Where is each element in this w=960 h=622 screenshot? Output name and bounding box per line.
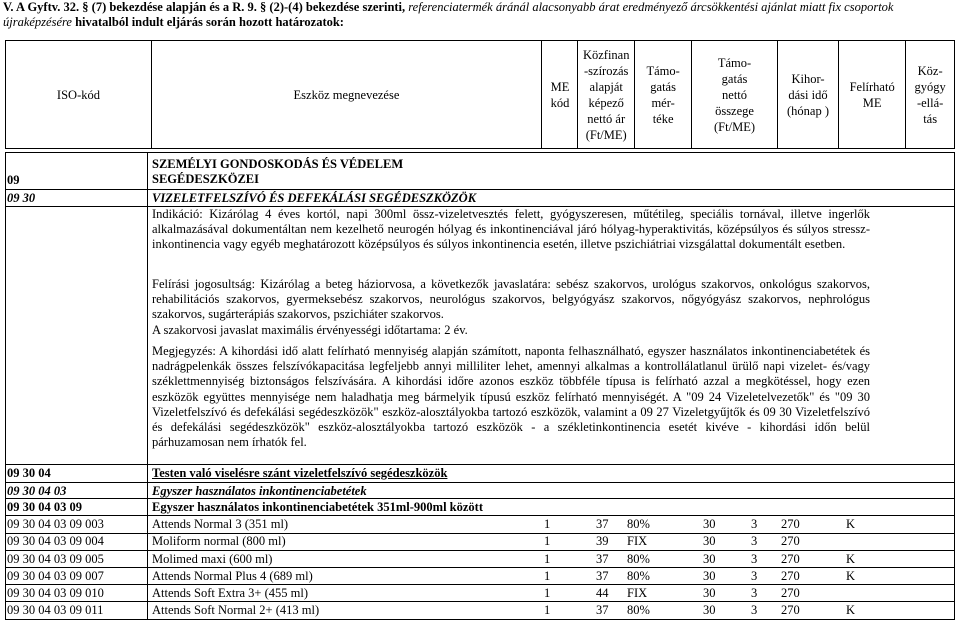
heading-part-2: referenciatermék áránál alacsonyabb árat eredményező árcsökkentési ajánlat miatt fix csoportok	[405, 0, 894, 14]
item-code: 09 30 04 03 09 003	[7, 517, 104, 531]
item-price: 37	[596, 517, 609, 531]
item-period: 3	[751, 586, 758, 600]
divider-line	[5, 515, 955, 516]
item-period: 3	[751, 517, 758, 531]
prescription-text: Felírási jogosultság: Kizárólag a beteg háziorvosa, a következők javaslatára: sebész szakorvos, urológus szakorvos, onkológus szakorvos, rehabilitációs szakorvos, gyermeksebész szakorvos, neurológus szakorvos, belgyógyász szakorvos, nőgyógyász szakorvos, nephrológus szakorvos, sugárterápiás szakorvos, pszichiáter szakorvos.	[152, 277, 870, 322]
validity-text: A szakorvosi javaslat maximális érvényességi időtartama: 2 év.	[152, 323, 468, 337]
item-price: 37	[596, 603, 609, 617]
group-title-line-2: SEGÉDESZKÖZEI	[152, 172, 259, 186]
group-title-line-1: SZEMÉLYI GONDOSKODÁS ÉS VÉDELEM	[152, 157, 404, 171]
col-support-rate-label: Támo- gatás mér- téke	[646, 63, 680, 126]
item-name: Molimed maxi (600 ml)	[152, 552, 273, 566]
indication-text: Indikáció: Kizárólag 4 éves kortól, napi 300ml össz-vizeletvesztés felett, gyógyszeresen, műtétileg, speciális tornával, illetve ingerlők alkalmazásával dokumentáltan nem kezelhető neurogén hólyag és inkontinenciával járó hólyag-hyperaktivitás, középsúlyos és súlyos stressz-inkontinencia vagy egyéb meghatározott középsúlyos és súlyos inkontinencia esetén, illetve pszichiátriai vizsgálattal dokumentált esetben.	[152, 207, 870, 252]
item-care: K	[846, 603, 856, 617]
col-public-care	[906, 41, 955, 149]
heading-part-4: hivatalból indult eljárás során hozott határozatok:	[71, 15, 344, 29]
item-code: 09 30 04 03 09 004	[7, 534, 104, 548]
divider-code-col	[147, 152, 148, 619]
class-row-code: 09 30 04	[7, 466, 51, 480]
divider-line	[5, 567, 955, 568]
divider-line	[5, 584, 955, 585]
item-me: 1	[544, 603, 551, 617]
item-price: 39	[596, 534, 609, 548]
item-period: 3	[751, 534, 758, 548]
item-price: 37	[596, 569, 609, 583]
col-base-price	[578, 41, 635, 149]
item-code: 09 30 04 03 09 007	[7, 569, 104, 583]
divider-line	[5, 601, 955, 602]
item-care: K	[846, 552, 856, 566]
item-period: 3	[751, 569, 758, 583]
item-rate: FIX	[627, 586, 648, 600]
item-net: 30	[703, 552, 716, 566]
item-qty: 270	[781, 517, 800, 531]
item-name: Attends Soft Extra 3+ (455 ml)	[152, 586, 308, 600]
item-qty: 270	[781, 552, 800, 566]
note-text: Megjegyzés: A kihordási idő alatt felírható mennyiség alapján számított, naponta felhasználható, egyszer használatos inkontinenciabetétek és nadrágpelenkák összes felszívókapacitása legfeljebb annyi milliliter lehet, amennyi alkalmas a kontrollálatlanul ürülő napi vizelet- és/vagy széklettmennyiség biztonságos felszívására. A kihordási időre azonos eszköz többféle típusa is felírható azzal a megkötéssel, hogy ezen eszközök együttes mennyisége nem haladhatja meg bármelyik típusú eszköz felírható mennyiségét. A "09 24 Vizeletelvezetők" és "09 30 Vizeletfelszívó és defekálási segédeszközök" eszköz-alosztályokba tartozó eszközök, valamint a 09 27 Vizeletgyűjtők és 09 30 Vizeletfelszívó és defekálási segédeszközök" eszköz-alosztályokba tartozó eszközök - a székletinkontinencia esetét kivéve - kihordási időn belül párhuzamosan nem írhatók fel.	[152, 344, 870, 450]
item-qty: 270	[781, 586, 800, 600]
item-care: K	[846, 569, 856, 583]
item-code: 09 30 04 03 09 011	[7, 603, 104, 617]
col-wear-period	[777, 41, 838, 149]
col-wear-period-label: Kihor- dási idő (hónap )	[786, 71, 829, 118]
item-qty: 270	[781, 534, 800, 548]
col-base-price-label: Közfinan -szírozás alapját képező nettó ár (Ft/ME)	[582, 47, 630, 142]
divider-line	[5, 189, 955, 190]
item-name: Attends Soft Normal 2+ (413 ml)	[152, 603, 320, 617]
class-row-code: 09 30 04 03	[7, 484, 67, 498]
item-me: 1	[544, 586, 551, 600]
item-me: 1	[544, 517, 551, 531]
col-me-code-label: ME kód	[550, 79, 570, 110]
column-header-table	[5, 40, 955, 149]
divider-line	[5, 464, 955, 465]
col-support-rate	[635, 41, 692, 149]
item-rate: 80%	[627, 569, 650, 583]
item-name: Moliform normal (800 ml)	[152, 534, 286, 548]
col-prescribable-label: Felírható ME	[849, 79, 895, 110]
class-row-name: Testen való viselésre szánt vizeletfelszívó segédeszközök	[152, 466, 448, 480]
subgroup-title: VIZELETFELSZÍVÓ ÉS DEFEKÁLÁSI SEGÉDESZKÖZÖK	[152, 191, 477, 205]
heading-part-1: V. A Gyftv. 32. § (7) bekezdése alapján és a R. 9. § (2)-(4) bekezdése szerinti,	[3, 0, 406, 14]
item-net: 30	[703, 569, 716, 583]
subgroup-code: 09 30	[7, 191, 36, 205]
item-net: 30	[703, 603, 716, 617]
item-rate: 80%	[627, 517, 650, 531]
item-rate: 80%	[627, 603, 650, 617]
item-net: 30	[703, 586, 716, 600]
item-me: 1	[544, 534, 551, 548]
item-code: 09 30 04 03 09 010	[7, 586, 104, 600]
item-qty: 270	[781, 569, 800, 583]
col-device-name: Eszköz megnevezése	[151, 41, 541, 149]
item-price: 37	[596, 552, 609, 566]
item-care: K	[846, 517, 856, 531]
item-name: Attends Normal Plus 4 (689 ml)	[152, 569, 313, 583]
divider-line	[5, 550, 955, 551]
item-name: Attends Normal 3 (351 ml)	[152, 517, 289, 531]
col-me-code	[542, 41, 578, 149]
heading-part-3: újraképzésére	[3, 15, 72, 29]
item-net: 30	[703, 517, 716, 531]
class-row-name: Egyszer használatos inkontinenciabetétek	[152, 484, 367, 498]
divider-line	[5, 482, 955, 483]
item-me: 1	[544, 552, 551, 566]
document-heading	[3, 0, 957, 30]
col-support-net	[692, 41, 778, 149]
item-net: 30	[703, 534, 716, 548]
class-row-name: Egyszer használatos inkontinenciabetétek 351ml-900ml között	[152, 500, 484, 514]
group-code: 09	[7, 173, 20, 187]
item-qty: 270	[781, 603, 800, 617]
col-iso-code: ISO-kód	[6, 41, 152, 149]
item-rate: 80%	[627, 552, 650, 566]
class-row-code: 09 30 04 03 09	[7, 500, 82, 514]
col-prescribable	[839, 41, 906, 149]
item-period: 3	[751, 603, 758, 617]
item-period: 3	[751, 552, 758, 566]
col-support-net-label: Támo- gatás nettó összege (Ft/ME)	[714, 55, 755, 134]
item-price: 44	[596, 586, 609, 600]
col-public-care-label: Köz- gyógy -ellá- tás	[914, 63, 946, 126]
item-me: 1	[544, 569, 551, 583]
item-rate: FIX	[627, 534, 648, 548]
item-code: 09 30 04 03 09 005	[7, 552, 104, 566]
divider-line	[5, 533, 955, 534]
